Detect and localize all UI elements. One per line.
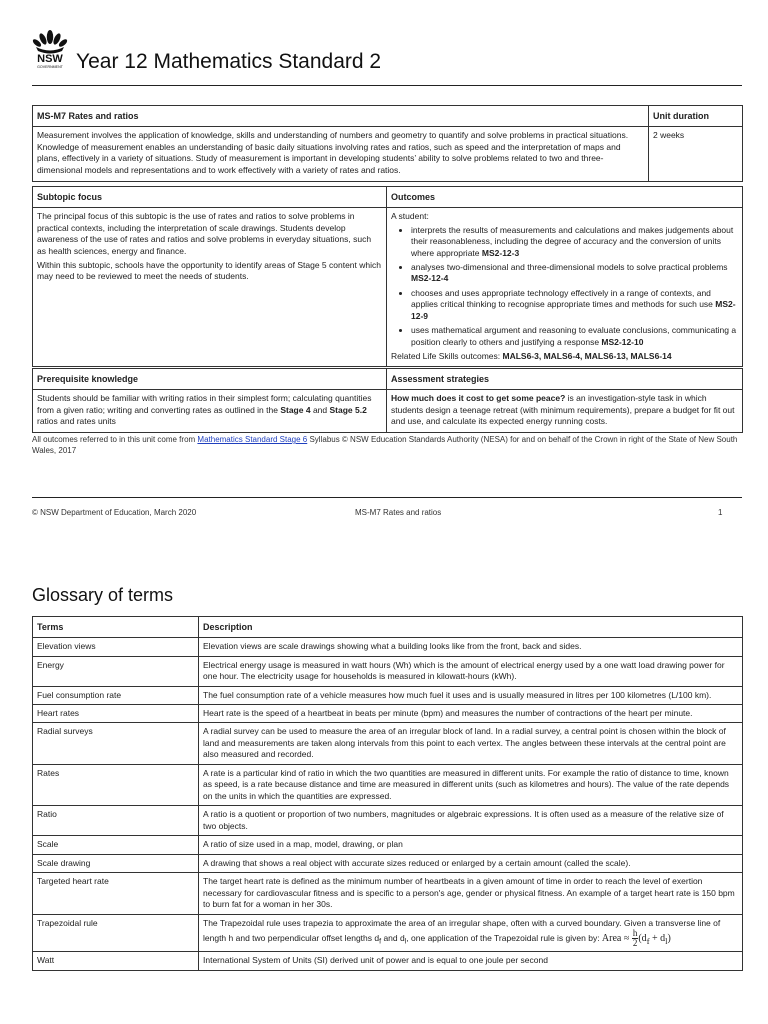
subtopic-para-1: The principal focus of this subtopic is the use of rates and ratios to solve problems in practical contexts, including the interpretation of scale drawings. Students develop awareness of the use of rates and ratios and solve problems in everyday situations, such as health sciences, energy and finance.	[37, 211, 372, 256]
glossary-description: A ratio is a quotient or proportion of two numbers, magnitudes or algebraic expressions. It is often used as a measure of the relative size of two objects.	[199, 806, 743, 836]
table-row	[33, 705, 743, 723]
syllabus-link[interactable]: Mathematics Standard Stage 6	[197, 435, 308, 444]
glossary-term: Fuel consumption rate	[33, 686, 199, 704]
glossary-description: A radial survey can be used to measure the area of an irregular block of land. In a radial survey, a central point is chosen within the block of land and measurements are taken along intervals from this point to each vertex. The angles between these intervals at the central point are also measured and recorded.	[199, 723, 743, 764]
table-row	[33, 723, 743, 764]
prerequisite-assessment-table	[32, 368, 743, 433]
logo-text: NSW	[37, 53, 63, 65]
footer-unit-name: MS-M7 Rates and ratios	[355, 508, 442, 517]
outcome-item: • uses mathematical argument and reasoning to evaluate conclusions, communicating a position clearly to others and justifying a response MS2-12-10	[411, 325, 738, 348]
glossary-description: International System of Units (SI) derived unit of power and is equal to one joule per second	[199, 952, 743, 970]
glossary-description: The fuel consumption rate of a vehicle measures how much fuel it uses and is usually measured in litres per 100 kilometres (L/100 km).	[199, 686, 743, 704]
trapezoidal-formula: Area ≈ $\frac{h}{2}$ $(d_f + d_l)$	[601, 928, 671, 949]
subtopic-heading: Subtopic focus	[33, 187, 387, 208]
glossary-description: Heart rate is the speed of a heartbeat in beats per minute (bpm) and measures the number of contractions of the heart per minute.	[199, 705, 743, 723]
table-row	[33, 806, 743, 836]
table-row	[33, 914, 743, 951]
footer-page-number: 1	[718, 508, 723, 517]
table-row	[33, 873, 743, 914]
subtopic-para-2: Within this subtopic, schools have the opportunity to identify areas of Stage 5 content which may need to be reviewed to meet the needs of students.	[37, 260, 381, 282]
outcomes-heading: Outcomes	[387, 187, 743, 208]
glossary-table	[32, 616, 743, 971]
table-row	[33, 854, 743, 872]
subtopic-outcomes-table	[32, 186, 743, 367]
outcome-code: MS2-12-9	[411, 299, 736, 321]
footer-copyright: © NSW Department of Education, March 2020	[32, 508, 197, 517]
outcome-code: MS2-12-10	[601, 336, 644, 347]
outcome-item: • interprets the results of measurements and calculations and makes judgements about their reasonableness, including the degree of accuracy and the conversion of units where appropriate MS2-12-3	[411, 225, 738, 259]
glossary-term: Energy	[33, 656, 199, 686]
prerequisite-heading: Prerequisite knowledge	[33, 369, 387, 390]
unit-heading: MS-M7 Rates and ratios	[33, 106, 649, 127]
glossary-term: Ratio	[33, 806, 199, 836]
outcomes-list	[391, 225, 738, 349]
glossary-col-terms: Terms	[33, 617, 199, 638]
logo-subtext: GOVERNMENT	[37, 65, 63, 69]
page-title: Year 12 Mathematics Standard 2	[76, 50, 382, 73]
glossary-term: Elevation views	[33, 638, 199, 656]
glossary-col-description: Description	[199, 617, 743, 638]
unit-duration-heading: Unit duration	[649, 106, 743, 127]
glossary-description: A ratio of size used in a map, model, drawing, or plan	[199, 836, 743, 854]
prerequisite-text: Students should be familiar with writing ratios in their simplest form; calculating quantities from a given ratio; writing and converting rates as outlined in the Stage 4 and Stage 5.2 ratios and rates units	[33, 390, 387, 433]
glossary-term: Watt	[33, 952, 199, 970]
glossary-title: Glossary of terms	[32, 585, 174, 605]
outcome-item: • analyses two-dimensional and three-dimensional models to solve practical problems MS2-12-4	[411, 262, 738, 285]
glossary-term: Radial surveys	[33, 723, 199, 764]
outcomes-cell	[387, 208, 743, 367]
syllabus-footnote: All outcomes referred to in this unit come from Mathematics Standard Stage 6 Syllabus © NSW Education Standards Authority (NESA) for and on behalf of the Crown in right of the State of New South Wales, 2017	[32, 435, 738, 455]
glossary-description: A drawing that shows a real object with accurate sizes reduced or enlarged by a certain amount (called the scale).	[199, 854, 743, 872]
footer-divider	[32, 497, 742, 498]
glossary-term: Trapezoidal rule	[33, 914, 199, 951]
unit-duration: 2 weeks	[649, 127, 743, 182]
table-row	[33, 638, 743, 656]
glossary-term: Targeted heart rate	[33, 873, 199, 914]
outcome-code: MS2-12-3	[481, 247, 520, 258]
subtopic-focus-cell	[33, 208, 387, 367]
glossary-description: The target heart rate is defined as the minimum number of heartbeats in a given amount of time in order to reach the level of exertion necessary for cardiovascular fitness and is specific to a person's age, gender or physical fitness. An example of a target heart rate is 150 bpm to burn fat for a woman in her 30s.	[199, 873, 743, 914]
table-row	[33, 764, 743, 805]
glossary-description: The Trapezoidal rule uses trapezia to approximate the area of an irregular shape, often with a curved boundary. Given a transverse line of length h and two perpendicular offset lengths $d_f$ and $d_l$, one application of the Trapezoidal rule is given by: Area ≈ $\frac{h}{2}$ $(d_f + d_l)$	[199, 914, 743, 951]
header-divider	[32, 85, 742, 86]
glossary-term: Heart rates	[33, 705, 199, 723]
nsw-government-logo	[30, 28, 70, 76]
unit-description: Measurement involves the application of knowledge, skills and understanding of numbers and geometry to quantify and solve problems in practical situations. Knowledge of measurement enables an understanding of basic daily situations involving rates and ratios, such as speed and the interpretation of maps and plans, effectively in a variety of situations. Study of measurement is important in developing students’ ability to solve problems related to two and three-dimensional models and representations and to work effectively with a variety of rates and ratios.	[33, 127, 649, 182]
assessment-text: How much does it cost to get some peace? is an investigation-style task in which students design a teenage retreat (with minimum requirements), prepare a budget for fit out and use, and calculate its expected energy running costs.	[387, 390, 743, 433]
table-row	[33, 836, 743, 854]
table-row	[33, 656, 743, 686]
table-row	[33, 952, 743, 970]
glossary-description: Electrical energy usage is measured in watt hours (Wh) which is the amount of electrical energy used by a one watt load drawing power for one hour. The electricity usage for households is measured in kilowatt-hours (kWh).	[199, 656, 743, 686]
glossary-term: Rates	[33, 764, 199, 805]
life-skills-outcomes: Related Life Skills outcomes: MALS6-3, MALS6-4, MALS6-13, MALS6-14	[391, 351, 672, 362]
outcome-item: • chooses and uses appropriate technology effectively in a range of contexts, and applies critical thinking to recognise appropriate times and methods for such use MS2-12-9	[411, 288, 738, 322]
outcomes-intro: A student:	[391, 211, 429, 222]
glossary-description: Elevation views are scale drawings showing what a building looks like from the front, back and sides.	[199, 638, 743, 656]
assessment-heading: Assessment strategies	[387, 369, 743, 390]
unit-table	[32, 105, 743, 182]
outcome-code: MS2-12-4	[411, 273, 449, 284]
glossary-term: Scale drawing	[33, 854, 199, 872]
glossary-description: A rate is a particular kind of ratio in which the two quantities are measured in different units. For example the ratio of distance to time, known as speed, is a rate because distance and time are measured in different units (such as kilometres and hours). The value of the rate depends on the units in which the quantities are expressed.	[199, 764, 743, 805]
glossary-term: Scale	[33, 836, 199, 854]
table-row	[33, 686, 743, 704]
